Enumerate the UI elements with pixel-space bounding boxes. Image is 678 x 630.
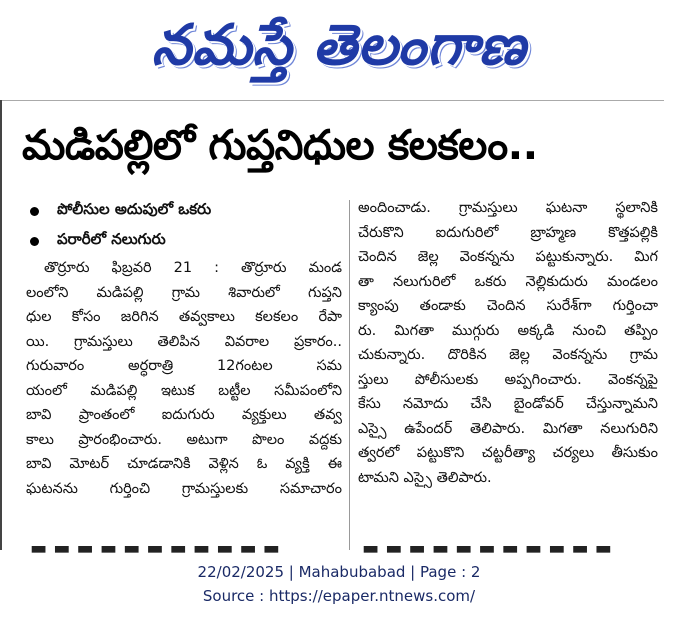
clipping-left-border [0,100,2,550]
body-text-line: యి. గ్రామస్తులు తెలిపిన వివరాల ప్రకారం.. [26,333,342,350]
body-text-line: క్యాంపు తండాకు చెందిన సురేశ్‌గా గుర్తించా [358,298,658,314]
column-divider [349,200,350,550]
body-text-line: చెందిన జెల్ల వెంకన్నను పట్టుకున్నారు. మిగ [358,249,658,265]
body-text-line: త్వరలో పట్టుకొని చట్టరీత్యా చర్యలు తీసుకుం [358,445,658,461]
article-right-column [358,196,658,550]
body-text-line: కాలు ప్రారంభించారు. అటుగా పొలం వద్దకు [26,431,342,448]
bullet-point [26,196,342,226]
body-text-line: రు. మిగతా ముగ్గురు అక్కడి నుంచి తప్పిం [358,322,658,339]
body-text-line: తా నలుగురిలో ఒకరు నెల్లికుదురు మండలం [358,273,658,290]
body-text-line: బావి మోటర్ చూడడానికి వెళ్లిన ఓ వ్యక్తి ఈ [26,456,342,472]
body-text-line: యంలో మడిపల్లి ఇటుక బట్టీల సమీపంలోని [26,382,342,399]
body-text-line: తొర్రూరు ఫిబ్రవరి 21 : తొర్రూరు మండ [44,260,342,276]
source-link[interactable]: Source : https://epaper.ntnews.com/ [202,587,476,605]
bullet-point [26,226,342,256]
bullet-dot-icon [30,237,39,246]
article-left-column [26,196,342,550]
body-text-line: ధుల కోసం జరిగిన తవ్వకాలు కలకలం రేపా [26,309,342,325]
body-text-line: చేరుకొని ఐదుగురిలో బ్రాహ్మణ కొత్తపల్లికి [358,224,658,241]
body-text-line: లంలోని మడిపల్లి గ్రామ శివారులో గుప్తని [26,284,342,301]
body-text-line: అందించాడు. గ్రామస్తులు ఘటనా స్థలానికి [358,200,658,216]
article-headline: మడిపల్లిలో గుప్తనిధుల కలకలం.. [22,121,538,169]
bullet-dot-icon [30,207,39,216]
body-text-line: కేసు నమోదు చేసి బైండోవర్ చేస్తున్నామని [358,396,658,412]
masthead-title: నమస్తే తెలంగాణ [151,13,527,78]
clipped-next-headline-right [362,538,652,559]
clipping-top-border [0,100,664,101]
clipping-footer [0,560,678,608]
body-text-line: టామని ఎస్సై తెలిపారు. [358,469,492,486]
body-text-line: బావి ప్రాంతంలో ఐదుగురు వ్యక్తులు తవ్వ [26,407,342,423]
clipped-next-headline-left [30,538,320,559]
bullet-text: పరారీలో నలుగురు [57,230,166,248]
newspaper-masthead [0,0,678,100]
body-text-line: చుకున్నారు. దొరికిన జెల్ల వెంకన్నను గ్రామ [358,347,658,363]
bullet-text: పోలీసుల అదుపులో ఒకరు [57,200,212,218]
body-text-line: స్తులు పోలీసులకు అప్పగించారు. వెంకన్నపై [358,371,658,388]
body-text-line: ఘటనను గుర్తించి గ్రామస్తులకు సమాచారం [26,480,342,497]
body-text-line: గురువారం అర్ధరాత్రి 12గంటల సమ [26,358,342,374]
body-text-line: ఎస్సై ఉపేందర్ తెలిపారు. మిగతా నలుగురిని [358,420,658,437]
news-clipping [0,100,664,559]
edition-info: 22/02/2025 | Mahabubabad | Page : 2 [197,563,481,581]
clipped-text-fragment: ▬ ▬ ▬ ▬ ▬ ▬ ▬ ▬ ▬ ▬ ▬ [30,538,280,559]
clipped-text-fragment: ▬ ▬ ▬ ▬ ▬ ▬ ▬ ▬ ▬ ▬ ▬ [362,538,612,559]
